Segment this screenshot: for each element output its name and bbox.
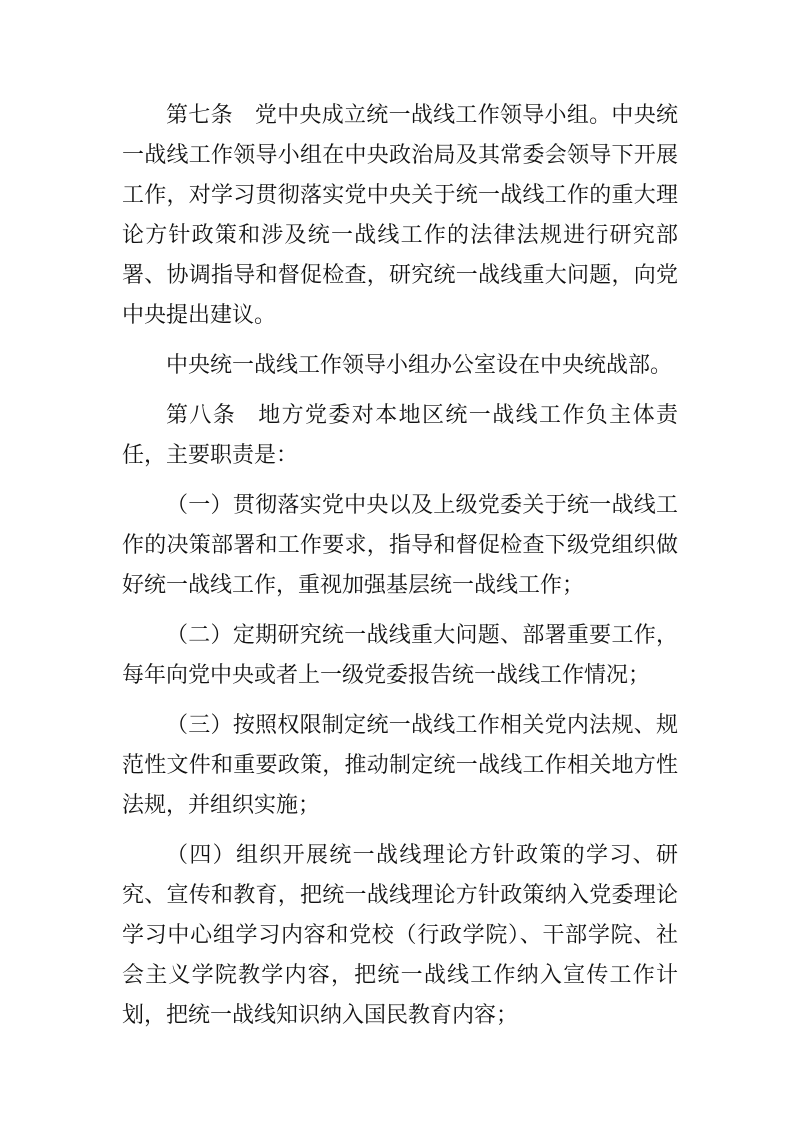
paragraph-text: （二）定期研究统一战线重大问题、部署重要工作，每年向党中央或者上一级党委报告统一战线工作情况； (122, 623, 678, 688)
paragraph-text: 党中央成立统一战线工作领导小组。中央统一战线工作领导小组在中央政治局及其常委会领导下开展工作，对学习贯彻落实党中央关于统一战线工作的重大理论方针政策和涉及统一战线工作的法律法规进行研究部署、协调指导和督促检查，研究统一战线重大问题，向党中央提出建议。 (122, 103, 678, 328)
paragraph-article-8 (122, 396, 678, 476)
article-number: 第七条 (166, 103, 233, 128)
paragraph-text: （一）贯彻落实党中央以及上级党委关于统一战线工作的决策部署和工作要求，指导和督促检查下级党组织做好统一战线工作，重视加强基层统一战线工作； (122, 493, 678, 598)
paragraph-text: 中央统一战线工作领导小组办公室设在中央统战部。 (166, 353, 673, 378)
document-body (122, 96, 678, 1046)
paragraph-text: （三）按照权限制定统一战线工作相关党内法规、规范性文件和重要政策，推动制定统一战线工作相关地方性法规，并组织实施； (122, 713, 678, 818)
paragraph-item-2 (122, 616, 678, 696)
paragraph-article-7 (122, 96, 678, 336)
paragraph-office-location (122, 346, 678, 386)
article-number: 第八条 (166, 403, 237, 428)
paragraph-item-4 (122, 836, 678, 1036)
paragraph-item-3 (122, 706, 678, 826)
paragraph-item-1 (122, 486, 678, 606)
paragraph-text: 地方党委对本地区统一战线工作负主体责任，主要职责是： (122, 403, 678, 468)
paragraph-text: （四）组织开展统一战线理论方针政策的学习、研究、宣传和教育，把统一战线理论方针政策纳入党委理论学习中心组学习内容和党校（行政学院）、干部学院、社会主义学院教学内容，把统一战线工作纳入宣传工作计划，把统一战线知识纳入国民教育内容； (122, 843, 678, 1028)
